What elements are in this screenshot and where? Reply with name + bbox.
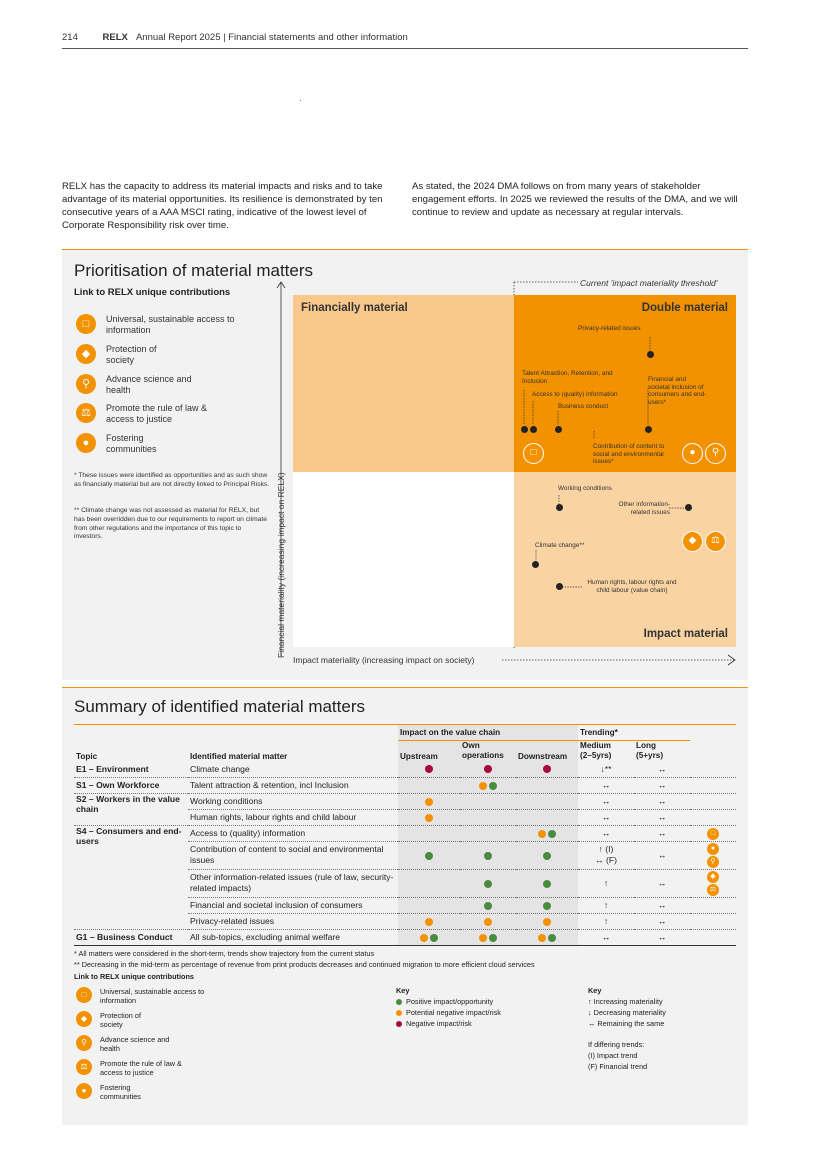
shield-icon: ◆	[682, 531, 703, 552]
people-icon: ●	[682, 443, 703, 464]
book-icon: □	[76, 314, 96, 334]
footnote-1: * All matters were considered in the short-term, trends show trajectory from the current status	[74, 949, 375, 958]
group-trending: Trending*	[578, 725, 690, 741]
table-column-header	[74, 741, 736, 762]
quadrant-impact: Impact material	[514, 472, 736, 647]
col-upstream: Upstream	[398, 741, 460, 762]
label-contribution: Contribution of content to social and environmental issues*	[593, 443, 665, 466]
y-axis-label: Financial materiality (increasing impact on RELX)	[276, 472, 286, 658]
shield-icon: ◆	[76, 344, 96, 364]
people-icon: ●	[76, 1083, 92, 1099]
table-row: Human rights, labour rights and child labour ↔ ↔	[74, 809, 736, 825]
point-talent	[521, 426, 528, 433]
table-group-header	[74, 725, 736, 741]
matrix-note-2: ** Climate change was not assessed as material for RELX, but has been overridden due to our requirements to report on climate from other regulations and the importance of this topic to investors.	[74, 507, 267, 541]
table-row: G1 – Business Conduct All sub-topics, excluding animal welfare ↔ ↔	[74, 929, 736, 945]
label-financial-inclusion: Financial and societal inclusion of consumers and end-users*	[648, 376, 707, 406]
label-privacy: Privacy-related issues	[578, 325, 641, 332]
summary-title: Summary of identified material matters	[74, 697, 365, 716]
label-human-rights: Human rights, labour rights and child labour (value chain)	[587, 579, 677, 594]
quadrant-low	[293, 472, 514, 647]
point-access	[530, 426, 537, 433]
header-divider	[62, 48, 748, 49]
table-row: S4 – Consumers and end-users Access to (quality) information ↔ ↔ □	[74, 825, 736, 841]
intro-right: As stated, the 2024 DMA follows on from many years of stakeholder engagement efforts. In 2025 we reviewed the results of the DMA, and we will continue to review and update as necessary at regular intervals.	[412, 181, 738, 218]
label-working: Working conditions	[558, 485, 612, 492]
label-other-info: Other information-related issues	[618, 501, 670, 516]
col-matter: Identified material matter	[190, 752, 288, 761]
point-leaders	[514, 295, 736, 647]
microscope-icon: ⚲	[705, 443, 726, 464]
header-title: Annual Report 2025 | Financial statements and other information	[135, 32, 408, 43]
intro-left: RELX has the capacity to address its material impacts and risks and to take advantage of its material opportunities. Its resilience is demonstrated by ten consecutive years of a AAA MSCI rating, indicative of the lowest level of Corporate Responsibility risk over time.	[62, 181, 383, 231]
people-icon: ●	[76, 433, 96, 453]
label-business: Business conduct	[558, 403, 609, 410]
matrix-contributions-heading: Link to RELX unique contributions	[74, 287, 231, 298]
point-human-rights	[556, 583, 563, 590]
table-row: S2 – Workers in the value chain Working conditions ↔ ↔	[74, 793, 736, 809]
matrix-title: Prioritisation of material matters	[74, 261, 314, 280]
point-working	[556, 504, 563, 511]
microscope-icon: ⚲	[76, 374, 96, 394]
col-topic: Topic	[76, 752, 98, 761]
x-axis-label: Impact materiality (increasing impact on society)	[293, 655, 475, 665]
page-header	[62, 32, 748, 43]
threshold-label: Current 'impact materiality threshold'	[580, 278, 718, 288]
point-business	[555, 426, 562, 433]
microscope-icon: ⚲	[76, 1035, 92, 1051]
material-matters-table	[74, 724, 736, 946]
table-row: S1 – Own Workforce Talent attraction & retention, incl Inclusion ↔ ↔	[74, 777, 736, 793]
gavel-icon: ⚖	[707, 884, 719, 896]
label-climate: Climate change**	[535, 542, 585, 549]
book-icon: □	[707, 828, 719, 840]
point-privacy	[647, 351, 654, 358]
summary-contributions-heading: Link to RELX unique contributions	[74, 972, 194, 981]
book-icon: □	[76, 987, 92, 1003]
matrix-note-1: * These issues were identified as opportunities and as such show as financially material but are not directly linked to Principal Risks.	[74, 472, 270, 488]
table-row: Financial and societal inclusion of consumers ↑ ↔	[74, 897, 736, 913]
shield-icon: ◆	[76, 1011, 92, 1027]
label-access: Access to (quality) information	[532, 391, 618, 398]
point-financial-inclusion	[645, 426, 652, 433]
microscope-icon: ⚲	[707, 856, 719, 868]
page-number: 214	[62, 32, 78, 43]
table-row: Other information-related issues (rule of law, security-related impacts) ↑ ↔ ◆ ⚖	[74, 869, 736, 897]
gavel-icon: ⚖	[76, 1059, 92, 1075]
point-other-info	[685, 504, 692, 511]
label-talent: Talent Attraction, Retention, and Inclusion	[522, 370, 613, 385]
brand-name: RELX	[102, 32, 128, 43]
col-own: Own operations	[460, 741, 516, 762]
col-medium: Medium (2–5yrs)	[580, 741, 612, 760]
point-climate	[532, 561, 539, 568]
book-icon: □	[523, 443, 544, 464]
col-downstream: Downstream	[516, 741, 578, 762]
table-row: Privacy-related issues ↑ ↔	[74, 913, 736, 929]
matrix-panel: Prioritisation of material matters Link to RELX unique contributions □ Universal, sustainable access to information ◆ Protection of society ⚲ Advance science and health ⚖ Promote the rule of law & access to justice ● Fostering communities * These issues were identified as opportunities and as such show as financially material but are not directly linked to Principal Risks. ** Climate change was not assessed as material for RELX, but has been overridden due to our requirements to report on climate from other regulations and the importance of this topic to investors. Current 'impact materiality threshold' Impact materiality (increasing impact on society) Financial materiality (increasing impact on RELX) Financially material Double material Impact material Privacy-related issues Talent Attraction, Retention, and Inclusion Access to (quality) information Business conduct Financial and societal inclusion of consumers and end-users* Contribution of content to social and environmental issues* □ ● ⚲ Working conditions Other information-related issues ◆ ⚖ Climate change** Human rights, labour rights and child labour (value chain)	[62, 250, 748, 680]
quadrant-double: Double material	[514, 295, 736, 472]
gavel-icon: ⚖	[705, 531, 726, 552]
footnote-2: ** Decreasing in the mid-term as percentage of revenue from print products decreases and continued migration to more efficient cloud services	[74, 960, 535, 969]
shield-icon: ◆	[707, 871, 719, 883]
table-row: Contribution of content to social and environmental issues ↑ (I) ↔ (F) ↔ ● ⚲	[74, 841, 736, 869]
group-impact: Impact on the value chain	[398, 725, 578, 741]
col-long: Long (5+yrs)	[636, 741, 664, 760]
stray-dot	[300, 100, 301, 101]
table-row: E1 – Environment Climate change ↓** ↔	[74, 761, 736, 777]
gavel-icon: ⚖	[76, 403, 96, 423]
trend-key: Key ↑ Increasing materiality ↓ Decreasing materiality ↔ Remaining the same If differing trends: (I) Impact trend (F) Financial trend	[588, 986, 666, 1071]
people-icon: ●	[707, 843, 719, 855]
quadrant-financial: Financially material	[293, 295, 514, 472]
impact-key: Key Positive impact/opportunity Potential negative impact/risk Negative impact/risk	[396, 986, 501, 1028]
